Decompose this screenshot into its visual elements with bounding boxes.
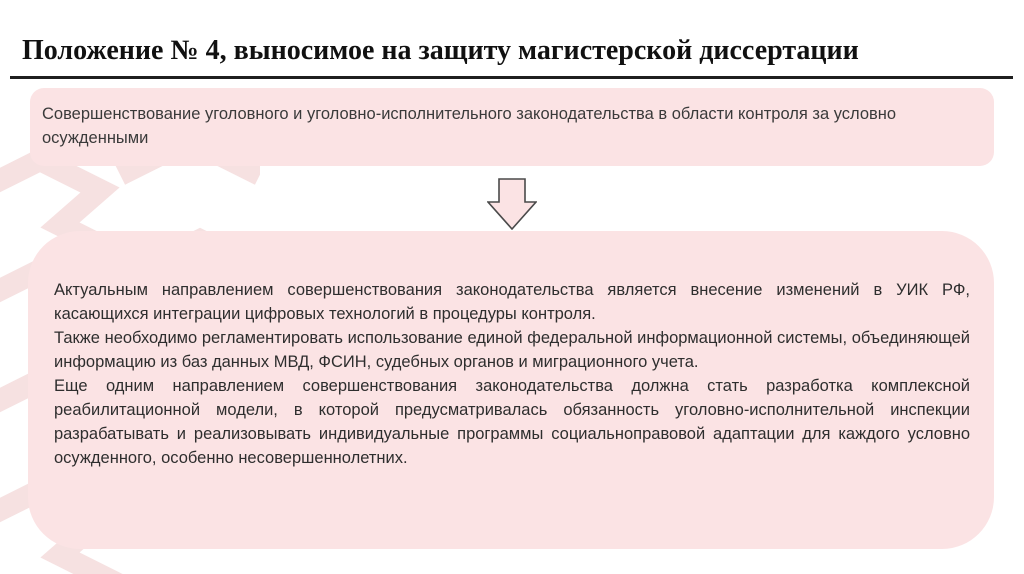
summary-box bbox=[30, 88, 994, 166]
paragraph-1: Актуальным направлением совершенствования законодательства является внесение изменений в УИК РФ, касающихся интеграции цифровых технологий в процедуры контроля. bbox=[54, 281, 970, 323]
title-divider bbox=[10, 76, 1013, 79]
paragraph-3: Еще одним направлением совершенствования законодательства должна стать разработка комплексной реабилитационной модели, в которой предусматривалась обязанность уголовно-исполнительной инспекции разрабатывать и реализовывать индивидуальные программы социальноправовой адаптации для каждого условно осужденного, особенно несовершеннолетних. bbox=[54, 377, 970, 467]
summary-text: Совершенствование уголовного и уголовно-исполнительного законодательства в области контроля за условно осужденными bbox=[42, 105, 897, 147]
paragraph-2: Также необходимо регламентировать использование единой федеральной информационной системы, объединяющей информацию из баз данных МВД, ФСИН, судебных органов и миграционного учета. bbox=[54, 329, 970, 371]
down-arrow-icon bbox=[487, 178, 537, 230]
slide-title: Положение № 4, выносимое на защиту магистерской диссертации bbox=[22, 35, 859, 66]
details-box bbox=[28, 231, 994, 549]
